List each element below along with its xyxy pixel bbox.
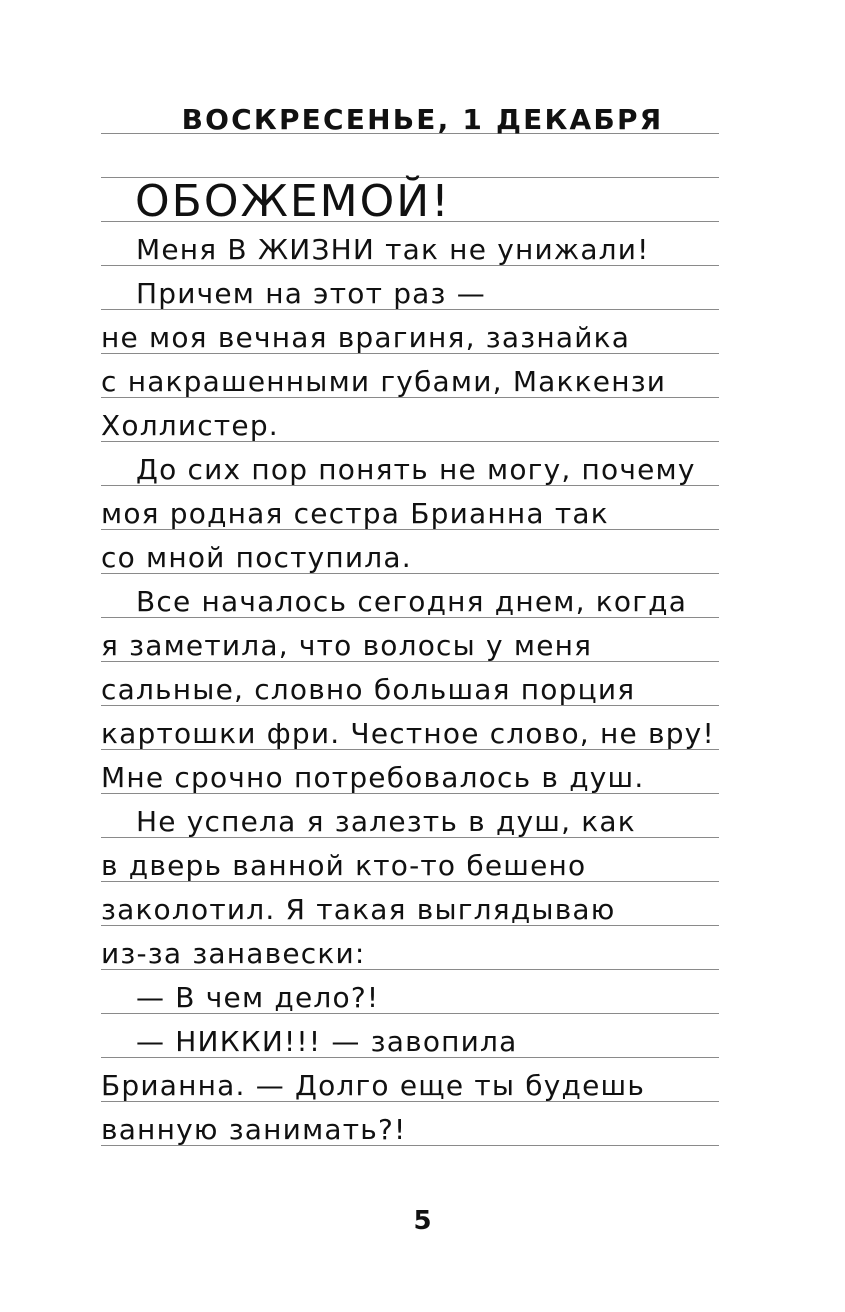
text-line: не моя вечная врагиня, зазнайка (101, 321, 631, 354)
text-line: моя родная сестра Брианна так (101, 497, 609, 530)
text-line: Мне срочно потребовалось в душ. (101, 761, 645, 794)
text-line: Холлистер. (101, 409, 279, 442)
text-line: с накрашенными губами, Маккензи (101, 365, 667, 398)
text-line: — В чем дело?! (136, 981, 380, 1014)
text-line: До сих пор понять не могу, почему (136, 453, 696, 486)
exclamation-title: ОБОЖЕМОЙ! (135, 176, 451, 227)
text-line: Все началось сегодня днем, когда (136, 585, 688, 618)
text-line: Не успела я залезть в душ, как (136, 805, 636, 838)
text-line: со мной поступила. (101, 541, 412, 574)
text-line: заколотил. Я такая выглядываю (101, 893, 616, 926)
text-line: — НИККИ!!! — завопила (136, 1025, 518, 1058)
text-line: Брианна. — Долго еще ты будешь (101, 1069, 646, 1102)
text-line: в дверь ванной кто-то бешено (101, 849, 587, 882)
page-number: 5 (413, 1206, 432, 1236)
text-line: Меня В ЖИЗНИ так не унижали! (136, 233, 650, 266)
diary-date-heading: ВОСКРЕСЕНЬЕ, 1 ДЕКАБРЯ (181, 103, 664, 136)
text-line: ванную занимать?! (101, 1113, 407, 1146)
text-line: из-за занавески: (101, 937, 366, 970)
text-line: картошки фри. Честное слово, не вру! (101, 717, 715, 750)
text-line: я заметила, что волосы у меня (101, 629, 593, 662)
text-line: Причем на этот раз — (136, 277, 486, 310)
text-line: сальные, словно большая порция (101, 673, 636, 706)
